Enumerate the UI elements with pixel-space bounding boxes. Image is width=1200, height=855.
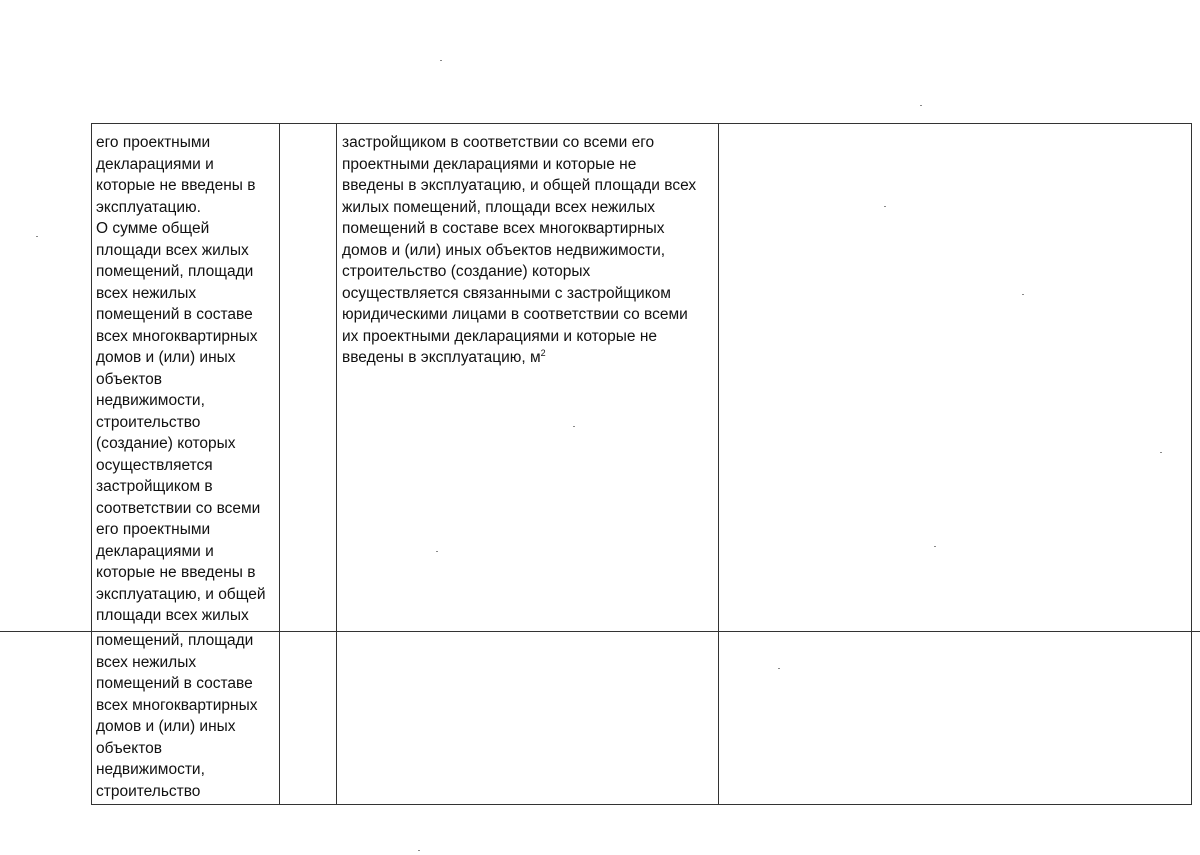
column-divider-2 <box>336 123 337 805</box>
scan-speck <box>36 236 38 237</box>
scan-speck <box>884 206 886 207</box>
unit-superscript: 2 <box>540 347 546 358</box>
cell-col1-top: его проектными декларациями и которые не введены в эксплуатацию. О сумме общей площади всех жилых помещений, площади всех нежилых помещений в составе всех многоквартирных домов и (или) иных объектов недвижимости, строительство (создание) которых осуществляется застройщиком в соответствии со всеми его проектными декларациями и которые не введены в эксплуатацию, и общей площади всех жилых <box>96 134 266 624</box>
scan-speck <box>418 850 420 851</box>
scan-speck <box>436 551 438 552</box>
scan-speck <box>920 105 922 106</box>
cell-col3-text: застройщиком в соответствии со всеми его проектными декларациями и которые не введены в эксплуатацию, и общей площади всех жилых помещений, площади всех нежилых помещений в составе всех многоквартирных домов и (или) иных объектов недвижимости, строительство (создание) которых осуществляется связанными с застройщиком юридическими лицами в соответствии со всеми их проектными декларациями и которые не введены в эксплуатацию, м <box>342 134 697 366</box>
cell-col3 <box>342 132 714 369</box>
scan-speck <box>934 546 936 547</box>
scan-speck <box>1160 452 1162 453</box>
column-divider-3 <box>718 123 719 805</box>
cell-col1-bottom: помещений, площади всех нежилых помещений в составе всех многоквартирных домов и (или) иных объектов недвижимости, строительство <box>96 632 258 800</box>
scan-speck <box>778 668 780 669</box>
scan-speck <box>440 60 442 61</box>
scan-speck <box>573 426 575 427</box>
scan-speck <box>1022 294 1024 295</box>
